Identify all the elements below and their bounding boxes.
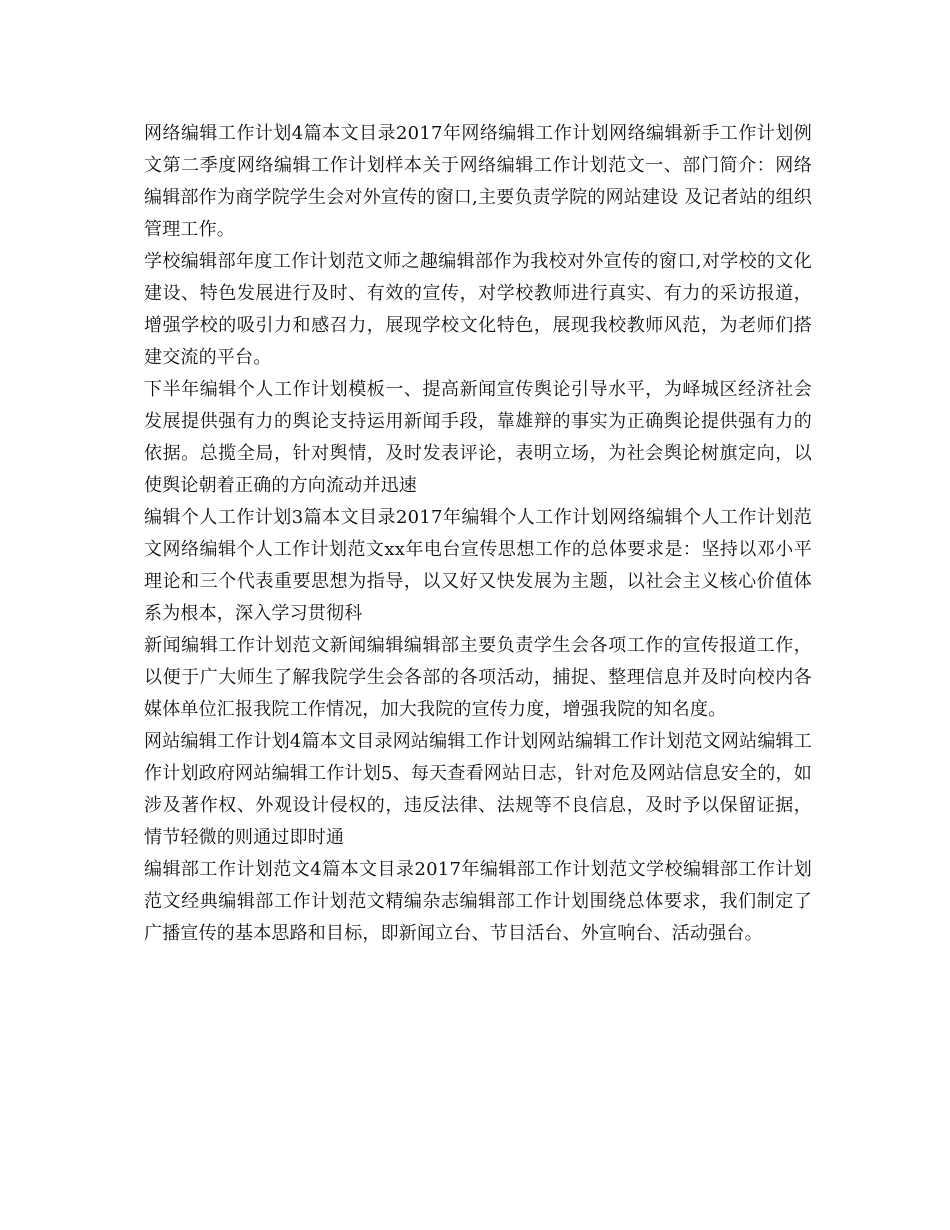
- paragraph-second-half-personal-plan: 下半年编辑个人工作计划模板一、提高新闻宣传舆论引导水平，为峄城区经济社会发展提供强有力的舆论支持运用新闻手段，靠雄辩的事实为正确舆论提供强有力的依据。总揽全局，针对舆情，及时发表评论，表明立场，为社会舆论树旗定向，以使舆论朝着正确的方向流动并迅速: [144, 379, 812, 496]
- paragraph-editor-personal-plan: 编辑个人工作计划3篇本文目录2017年编辑个人工作计划网络编辑个人工作计划范文网络编辑个人工作计划范文xx年电台宣传思想工作的总体要求是：坚持以邓小平理论和三个代表重要思想为指导，以又好又快发展为主题，以社会主义核心价值体系为根本，深入学习贯彻科: [144, 507, 812, 624]
- paragraph-network-editing-plan: 网络编辑工作计划4篇本文目录2017年网络编辑工作计划网络编辑新手工作计划例文第二季度网络编辑工作计划样本关于网络编辑工作计划范文一、部门简介：网络编辑部作为商学院学生会对外宣传的窗口,主要负责学院的网站建设 及记者站的组织管理工作。: [144, 123, 812, 240]
- paragraph-news-editing-plan: 新闻编辑工作计划范文新闻编辑编辑部主要负责学生会各项工作的宣传报道工作，以便于广大师生了解我院学生会各部的各项活动，捕捉、整理信息并及时向校内各媒体单位汇报我院工作情况，加大我院的宣传力度，增强我院的知名度。: [144, 635, 812, 720]
- document-body: [144, 118, 812, 950]
- paragraph-editorial-department-plan: 编辑部工作计划范文4篇本文目录2017年编辑部工作计划范文学校编辑部工作计划范文经典编辑部工作计划范文精编杂志编辑部工作计划围绕总体要求，我们制定了广播宣传的基本思路和目标，即新闻立台、节目活台、外宣响台、活动强台。: [144, 859, 812, 944]
- paragraph-school-editorial-plan: 学校编辑部年度工作计划范文师之趣编辑部作为我校对外宣传的窗口,对学校的文化建设、特色发展进行及时、有效的宣传，对学校教师进行真实、有力的采访报道，增强学校的吸引力和感召力，展现学校文化特色，展现我校教师风范，为老师们搭建交流的平台。: [144, 251, 812, 368]
- paragraph-website-editing-plan: 网站编辑工作计划4篇本文目录网站编辑工作计划网站编辑工作计划范文网站编辑工作计划政府网站编辑工作计划5、每天查看网站日志，针对危及网站信息安全的，如涉及著作权、外观设计侵权的，违反法律、法规等不良信息，及时予以保留证据，情节轻微的则通过即时通: [144, 731, 812, 848]
